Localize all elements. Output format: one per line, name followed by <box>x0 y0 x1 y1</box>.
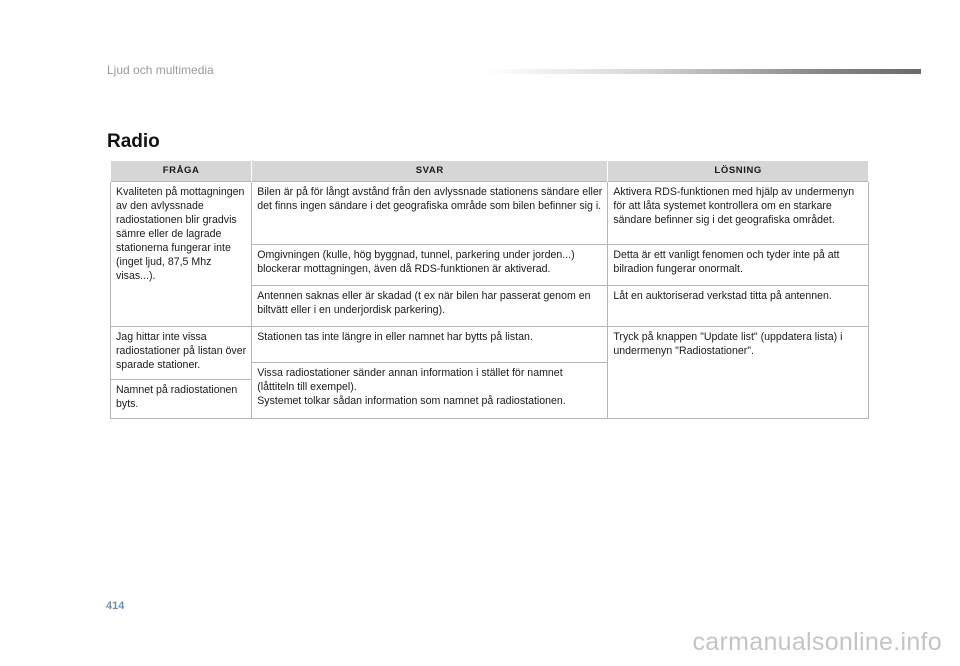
column-header-question: FRÅGA <box>111 161 252 182</box>
solution-cell: Låt en auktoriserad verkstad titta på antennen. <box>608 286 869 327</box>
column-header-answer: SVAR <box>252 161 608 182</box>
column-header-solution: LÖSNING <box>608 161 869 182</box>
watermark-text: carmanualsonline.info <box>692 628 942 656</box>
page-title: Radio <box>107 131 160 152</box>
section-header: Ljud och multimedia <box>107 63 214 77</box>
solution-cell: Aktivera RDS-funktionen med hjälp av undermenyn för att låta systemet kontrollera om en starkare sändare befinner sig i det geografiska området. <box>608 182 869 245</box>
faq-table <box>110 161 869 419</box>
answer-cell: Stationen tas inte längre in eller namnet har bytts på listan. <box>252 327 608 363</box>
answer-cell: Antennen saknas eller är skadad (t ex när bilen har passerat genom en biltvätt eller i en underjordisk parkering). <box>252 286 608 327</box>
solution-cell: Tryck på knappen "Update list" (uppdatera lista) i undermenyn "Radiostationer". <box>608 327 869 419</box>
table-row <box>111 182 869 245</box>
question-cell: Namnet på radiostationen byts. <box>111 380 252 419</box>
table-header-row <box>111 161 869 182</box>
question-cell: Kvaliteten på mottagningen av den avlyssnade radiostationen blir gradvis sämre eller de lagrade stationerna fungerar inte (inget ljud, 87,5 Mhz visas...). <box>111 182 252 327</box>
page-number: 414 <box>106 600 125 612</box>
answer-cell: Omgivningen (kulle, hög byggnad, tunnel, parkering under jorden...) blockerar mottagningen, även då RDS-funktionen är aktiverad. <box>252 245 608 286</box>
answer-cell <box>252 363 608 419</box>
header-gradient-bar <box>485 69 921 74</box>
solution-cell: Detta är ett vanligt fenomen och tyder inte på att bilradion fungerar onormalt. <box>608 245 869 286</box>
answer-line: Systemet tolkar sådan information som namnet på radiostationen. <box>257 395 566 407</box>
answer-cell: Bilen är på för långt avstånd från den avlyssnade stationens sändare eller det finns ingen sändare i det geografiska område som bilen befinner sig i. <box>252 182 608 245</box>
table-row <box>111 327 869 363</box>
question-cell: Jag hittar inte vissa radiostationer på listan över sparade stationer. <box>111 327 252 380</box>
answer-line: Vissa radiostationer sänder annan information i stället för namnet (låttiteln till exempel). <box>257 367 563 393</box>
